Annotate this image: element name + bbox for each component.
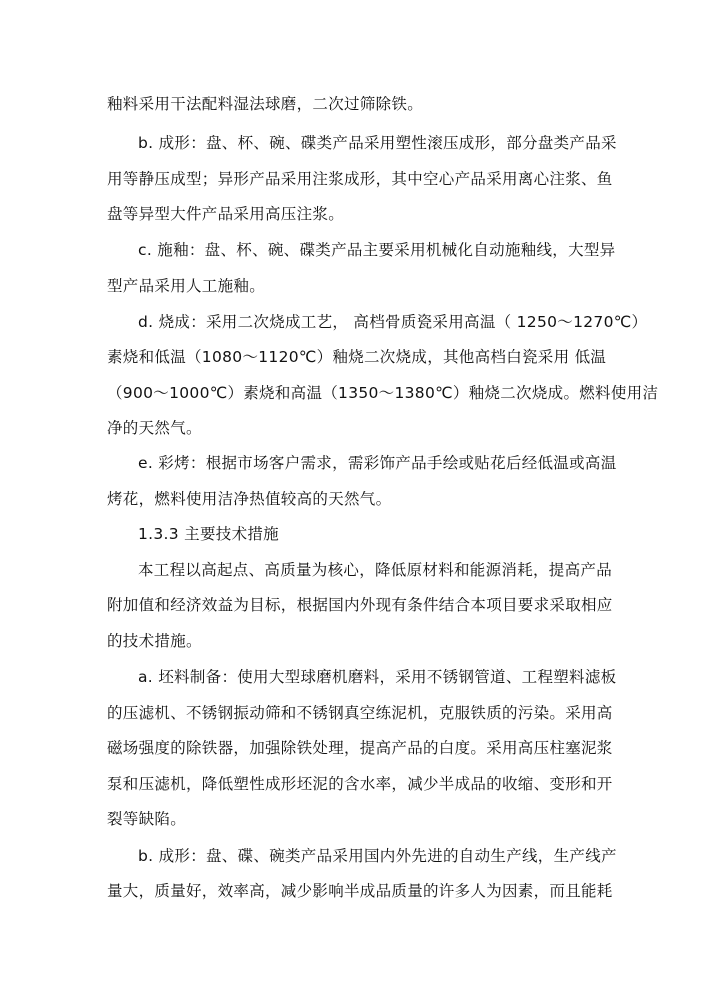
text-line: （900～1000℃）素烧和高温（1350～1380℃）釉烧二次烧成。燃料使用洁 [107,384,659,402]
text-line: 的技术措施。 [107,632,202,650]
text-line: 的压滤机、不锈钢振动筛和不锈钢真空练泥机，克服铁质的污染。采用高 [107,704,613,722]
text-line: 磁场强度的除铁器，加强除铁处理，提高产品的白度。采用高压柱塞泥浆 [107,739,613,757]
text-line: 盘等异型大件产品采用高压注浆。 [107,205,345,223]
text-line: 素烧和低温（1080～1120℃）釉烧二次烧成，其他高档白瓷采用 低温 [107,348,607,366]
text-line: 裂等缺陷。 [107,810,187,828]
text-line: 本工程以高起点、高质量为核心，降低原材料和能源消耗，提高产品 [138,561,613,579]
text-line: 烤花，燃料使用洁净热值较高的天然气。 [107,490,392,508]
text-line: d. 烧成：采用二次烧成工艺， 高档骨质瓷采用高温（ 1250～1270℃） [138,313,648,331]
text-line: b. 成形：盘、碟、碗类产品采用国内外先进的自动生产线，生产线产 [138,847,617,865]
text-line: 型产品采用人工施釉。 [107,277,266,295]
text-line: 净的天然气。 [107,419,202,437]
text-line: 附加值和经济效益为目标，根据国内外现有条件结合本项目要求采取相应 [107,596,613,614]
text-line: c. 施釉：盘、杯、碗、碟类产品主要采用机械化自动施釉线，大型异 [138,241,616,259]
section-heading: 1.3.3 主要技术措施 [138,525,279,543]
text-line: 釉料采用干法配料湿法球磨，二次过筛除铁。 [107,95,424,113]
text-line: 量大，质量好，效率高，减少影响半成品质量的许多人为因素，而且能耗 [107,882,613,900]
text-line: e. 彩烤：根据市场客户需求，需彩饰产品手绘或贴花后经低温或高温 [138,454,617,472]
text-line: 泵和压滤机，降低塑性成形坯泥的含水率，减少半成品的收缩、变形和开 [107,775,613,793]
text-line: b. 成形：盘、杯、碗、碟类产品采用塑性滚压成形，部分盘类产品采 [138,134,617,152]
text-line: 用等静压成型；异形产品采用注浆成形，其中空心产品采用离心注浆、鱼 [107,170,613,188]
text-line: a. 坯料制备：使用大型球磨机磨料，采用不锈钢管道、工程塑料滤板 [138,668,617,686]
